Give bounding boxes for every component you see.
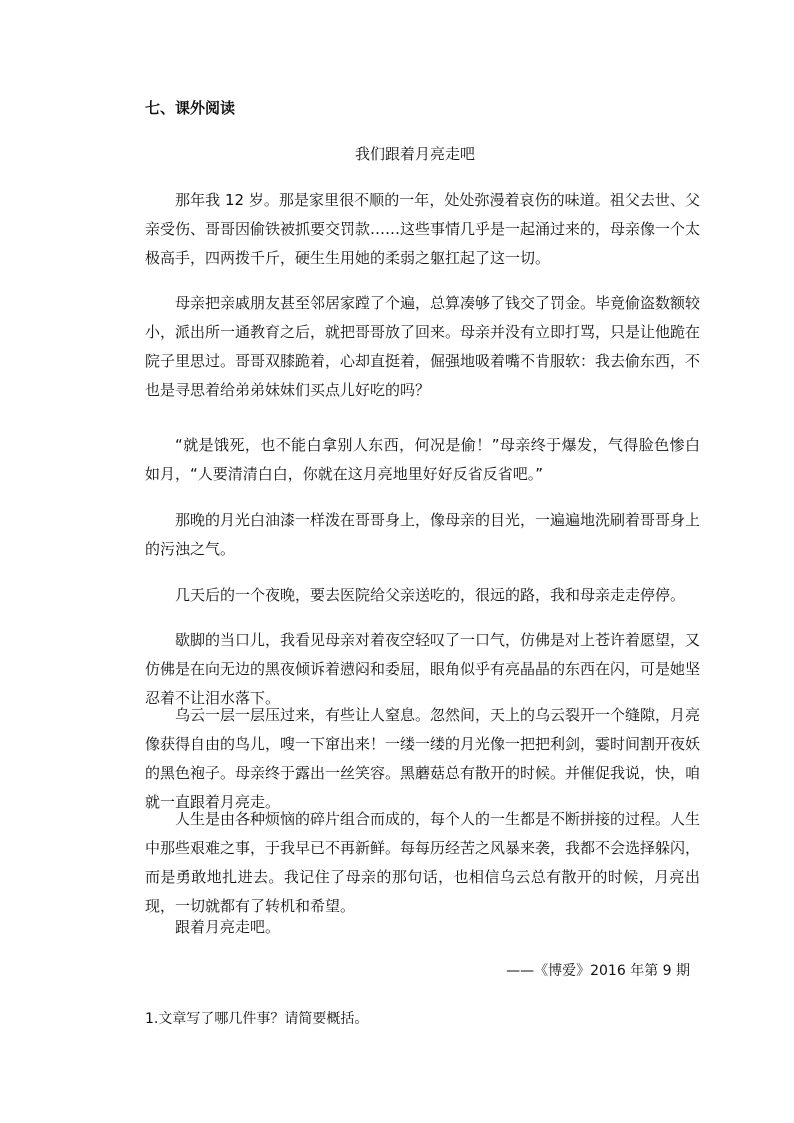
article-paragraph-4: 那晚的月光白油漆一样泼在哥哥身上，像母亲的目光，一遍遍地洗刷着哥哥身上的污浊之气。 xyxy=(145,511,701,558)
article-paragraph-5: 几天后的一个夜晚，要去医院给父亲送吃的，很远的路，我和母亲走走停停。 xyxy=(175,586,686,604)
section-title: 七、课外阅读 xyxy=(145,99,236,117)
article-paragraph-9: 跟着月亮走吧。 xyxy=(175,918,281,936)
article-paragraph-7: 乌云一层一层压过来，有些让人窒息。忽然间，天上的乌云裂开一个缝隙，月亮像获得自由的鸟儿，嗖一下窜出来！一缕一缕的月光像一把把利剑，霎时间割开夜妖的黑色袍子。母亲终于露出一丝笑容。黑蘑菇总有散开的时候。并催促我说，快，咱就一直跟着月亮走。 xyxy=(145,706,701,811)
article-paragraph-3: “就是饿死，也不能白拿别人东西，何况是偷！”母亲终于爆发，气得脸色惨白如月，“人要清清白白，你就在这月亮地里好好反省反省吧。” xyxy=(145,436,700,483)
article-paragraph-8: 人生是由各种烦恼的碎片组合而成的，每个人的一生都是不断拼接的过程。人生中那些艰难之事，于我早已不再新鲜。每每历经苦之风暴来袭，我都不会选择躲闪，而是勇敢地扎进去。我记住了母亲的那句话，也相信乌云总有散开的时候，月亮出现，一切就都有了转机和希望。 xyxy=(145,810,701,915)
article-paragraph-2: 母亲把亲戚朋友甚至邻居家蹚了个遍，总算凑够了钱交了罚金。毕竟偷盗数额较小，派出所一通教育之后，就把哥哥放了回来。母亲并没有立即打骂，只是让他跪在院子里思过。哥哥双膝跪着，心却直挺着，倔强地吸着嘴不肯服软：我去偷东西，不也是寻思着给弟弟妹妹们买点儿好吃的吗？ xyxy=(145,294,701,399)
article-source: ——《博爱》2016 年第 9 期 xyxy=(506,963,690,979)
article-paragraph-6: 歇脚的当口儿，我看见母亲对着夜空轻叹了一口气，仿佛是对上苍许着愿望，又仿佛是在向无边的黑夜倾诉着懑闷和委屈，眼角似乎有亮晶晶的东西在闪，可是她坚忍着不让泪水落下。 xyxy=(145,631,701,707)
question-1: 1.文章写了哪几件事？请简要概括。 xyxy=(145,1011,369,1027)
article-title: 我们跟着月亮走吧 xyxy=(354,145,475,163)
article-paragraph-1: 那年我 12 岁。那是家里很不顺的一年，处处弥漫着哀伤的味道。祖父去世、父亲受伤、哥哥因偷铁被抓要交罚款……这些事情几乎是一起涌过来的，母亲像一个太极高手，四两拨千斤，硬生生用她的柔弱之躯扛起了这一切。 xyxy=(145,191,701,267)
